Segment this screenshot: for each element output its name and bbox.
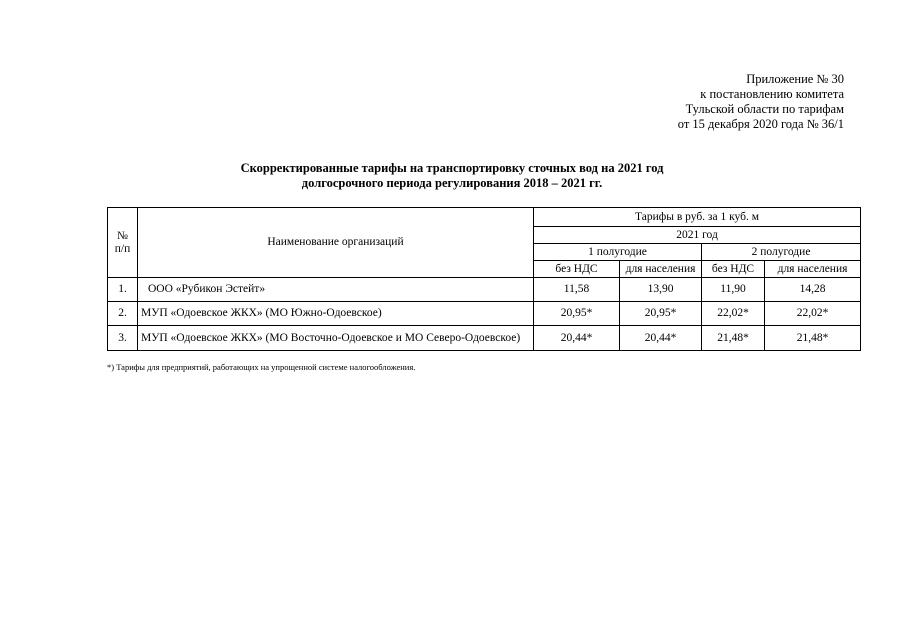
row-population-2: 14,28 — [765, 278, 861, 302]
row-population-1: 13,90 — [620, 278, 702, 302]
appendix-title: Приложение № 30 — [746, 72, 844, 86]
header-half-1: 1 полугодие — [534, 244, 702, 261]
row-no-vat-2: 21,48* — [702, 326, 765, 351]
row-population-2: 21,48* — [765, 326, 861, 351]
header-half-2: 2 полугодие — [702, 244, 861, 261]
appendix-header — [544, 72, 844, 132]
row-no-vat-2: 11,90 — [702, 278, 765, 302]
header-no-vat-2: без НДС — [702, 261, 765, 278]
row-org: МУП «Одоевское ЖКХ» (МО Восточно-Одоевское и МО Северо-Одоевское) — [138, 326, 534, 351]
header-num: № п/п — [108, 208, 138, 278]
document-title — [0, 161, 904, 191]
header-row-1 — [108, 208, 861, 227]
row-no-vat-2: 22,02* — [702, 302, 765, 326]
appendix-resolution: к постановлению комитета — [700, 87, 844, 101]
header-org: Наименование организаций — [138, 208, 534, 278]
table-row — [108, 302, 861, 326]
header-no-vat-1: без НДС — [534, 261, 620, 278]
title-line-1: Скорректированные тарифы на транспортировку сточных вод на 2021 год — [240, 161, 664, 175]
appendix-date: от 15 декабря 2020 года № 36/1 — [677, 117, 844, 131]
row-num: 3. — [108, 326, 138, 351]
row-org: ООО «Рубикон Эстейт» — [138, 278, 534, 302]
row-num: 1. — [108, 278, 138, 302]
title-line-2: долгосрочного периода регулирования 2018 – 2021 гг. — [301, 176, 603, 190]
header-population-1: для населения — [620, 261, 702, 278]
header-tariffs: Тарифы в руб. за 1 куб. м — [534, 208, 861, 227]
tariffs-table — [107, 207, 861, 351]
row-num: 2. — [108, 302, 138, 326]
row-population-2: 22,02* — [765, 302, 861, 326]
row-org: МУП «Одоевское ЖКХ» (МО Южно-Одоевское) — [138, 302, 534, 326]
appendix-committee: Тульской области по тарифам — [685, 102, 844, 116]
table-row — [108, 326, 861, 351]
header-population-2: для населения — [765, 261, 861, 278]
table-row — [108, 278, 861, 302]
header-year: 2021 год — [534, 227, 861, 244]
row-no-vat-1: 11,58 — [534, 278, 620, 302]
footnote: *) Тарифы для предприятий, работающих на упрощенной системе налогообложения. — [107, 362, 416, 372]
row-no-vat-1: 20,95* — [534, 302, 620, 326]
row-population-1: 20,95* — [620, 302, 702, 326]
row-no-vat-1: 20,44* — [534, 326, 620, 351]
row-population-1: 20,44* — [620, 326, 702, 351]
